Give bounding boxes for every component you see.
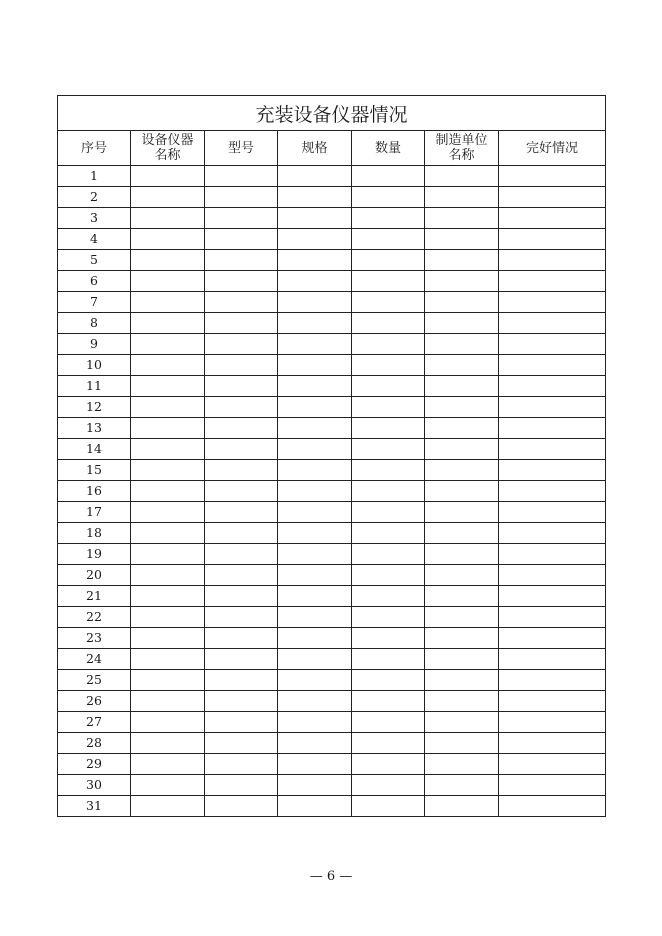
table-cell-empty [352,544,425,565]
table-cell-empty [205,439,278,460]
row-serial-number: 29 [58,754,131,775]
table-cell-empty [131,607,205,628]
table-cell-empty [352,481,425,502]
table-cell-empty [352,439,425,460]
table-cell-empty [425,670,499,691]
table-cell-empty [205,355,278,376]
table-cell-empty [278,628,352,649]
row-serial-number: 12 [58,397,131,418]
table-cell-empty [278,271,352,292]
row-serial-number: 24 [58,649,131,670]
table-cell-empty [131,796,205,817]
table-cell-empty [131,565,205,586]
table-cell-empty [499,376,606,397]
table-cell-empty [499,187,606,208]
table-cell-empty [499,712,606,733]
table-cell-empty [205,691,278,712]
table-cell-empty [352,187,425,208]
table-cell-empty [499,754,606,775]
table-cell-empty [425,607,499,628]
table-header-row [58,131,606,166]
row-serial-number: 7 [58,292,131,313]
equipment-table-sheet [57,95,605,817]
table-cell-empty [425,775,499,796]
table-cell-empty [278,691,352,712]
row-serial-number: 3 [58,208,131,229]
table-cell-empty [205,208,278,229]
table-cell-empty [425,502,499,523]
row-serial-number: 22 [58,607,131,628]
row-serial-number: 14 [58,439,131,460]
table-row [58,775,606,796]
table-cell-empty [131,649,205,670]
row-serial-number: 9 [58,334,131,355]
table-cell-empty [205,565,278,586]
table-cell-empty [278,670,352,691]
table-cell-empty [205,712,278,733]
table-cell-empty [278,187,352,208]
table-cell-empty [131,733,205,754]
table-row [58,649,606,670]
table-cell-empty [352,775,425,796]
table-cell-empty [278,313,352,334]
table-row [58,565,606,586]
table-cell-empty [352,586,425,607]
table-row [58,691,606,712]
table-cell-empty [425,628,499,649]
table-cell-empty [278,754,352,775]
table-row [58,208,606,229]
table-row [58,313,606,334]
table-cell-empty [278,607,352,628]
table-cell-empty [278,502,352,523]
table-cell-empty [425,292,499,313]
table-body [58,166,606,817]
table-cell-empty [278,229,352,250]
table-row [58,586,606,607]
table-cell-empty [499,460,606,481]
table-cell-empty [499,292,606,313]
row-serial-number: 2 [58,187,131,208]
row-serial-number: 6 [58,271,131,292]
table-cell-empty [205,166,278,187]
table-row [58,796,606,817]
equipment-table [57,95,606,817]
table-cell-empty [278,796,352,817]
table-cell-empty [131,229,205,250]
table-cell-empty [499,271,606,292]
table-cell-empty [425,691,499,712]
table-cell-empty [425,376,499,397]
table-cell-empty [425,355,499,376]
table-cell-empty [131,418,205,439]
table-cell-empty [131,376,205,397]
table-cell-empty [205,271,278,292]
table-cell-empty [131,397,205,418]
table-cell-empty [499,313,606,334]
table-cell-empty [278,733,352,754]
table-cell-empty [131,439,205,460]
table-cell-empty [499,796,606,817]
table-cell-empty [425,754,499,775]
table-row [58,397,606,418]
table-cell-empty [205,523,278,544]
table-cell-empty [352,334,425,355]
table-cell-empty [425,439,499,460]
row-serial-number: 23 [58,628,131,649]
table-cell-empty [205,775,278,796]
table-row [58,376,606,397]
row-serial-number: 13 [58,418,131,439]
table-cell-empty [205,334,278,355]
table-cell-empty [131,754,205,775]
table-cell-empty [131,481,205,502]
table-cell-empty [278,586,352,607]
table-cell-empty [278,418,352,439]
table-cell-empty [499,502,606,523]
table-row [58,712,606,733]
table-cell-empty [205,187,278,208]
table-row [58,418,606,439]
table-cell-empty [278,565,352,586]
table-cell-empty [499,355,606,376]
header-quantity: 数量 [352,131,425,166]
table-cell-empty [278,481,352,502]
table-cell-empty [352,796,425,817]
table-cell-empty [425,397,499,418]
row-serial-number: 15 [58,460,131,481]
table-cell-empty [425,418,499,439]
table-cell-empty [352,355,425,376]
table-cell-empty [131,544,205,565]
table-row [58,544,606,565]
table-row [58,187,606,208]
table-cell-empty [131,691,205,712]
table-cell-empty [499,397,606,418]
table-cell-empty [278,523,352,544]
table-cell-empty [352,712,425,733]
table-cell-empty [352,502,425,523]
table-cell-empty [352,229,425,250]
table-cell-empty [205,670,278,691]
table-cell-empty [205,607,278,628]
table-cell-empty [499,334,606,355]
row-serial-number: 17 [58,502,131,523]
table-cell-empty [205,649,278,670]
table-cell-empty [499,439,606,460]
table-cell-empty [205,460,278,481]
table-cell-empty [425,229,499,250]
table-cell-empty [425,523,499,544]
table-title: 充装设备仪器情况 [58,96,606,131]
table-cell-empty [205,292,278,313]
table-row [58,670,606,691]
table-row [58,229,606,250]
table-cell-empty [425,481,499,502]
table-cell-empty [352,733,425,754]
table-cell-empty [278,292,352,313]
table-cell-empty [352,418,425,439]
row-serial-number: 8 [58,313,131,334]
table-cell-empty [425,586,499,607]
table-cell-empty [352,670,425,691]
table-row [58,628,606,649]
header-serial-number: 序号 [58,131,131,166]
table-cell-empty [205,313,278,334]
table-cell-empty [205,733,278,754]
header-condition: 完好情况 [499,131,606,166]
table-cell-empty [499,544,606,565]
row-serial-number: 30 [58,775,131,796]
table-cell-empty [131,208,205,229]
table-row [58,271,606,292]
table-cell-empty [499,481,606,502]
header-manufacturer-name: 制造单位 名称 [425,131,499,166]
table-cell-empty [352,166,425,187]
table-cell-empty [205,628,278,649]
table-cell-empty [278,775,352,796]
row-serial-number: 19 [58,544,131,565]
table-row [58,502,606,523]
table-cell-empty [352,691,425,712]
table-cell-empty [352,460,425,481]
table-row [58,754,606,775]
table-cell-empty [205,754,278,775]
row-serial-number: 1 [58,166,131,187]
table-cell-empty [278,649,352,670]
table-cell-empty [425,733,499,754]
table-row [58,292,606,313]
table-cell-empty [278,208,352,229]
table-row [58,250,606,271]
table-cell-empty [352,292,425,313]
table-cell-empty [131,586,205,607]
table-cell-empty [205,418,278,439]
table-cell-empty [205,544,278,565]
table-cell-empty [499,649,606,670]
table-cell-empty [205,397,278,418]
table-cell-empty [425,187,499,208]
row-serial-number: 31 [58,796,131,817]
table-cell-empty [131,502,205,523]
row-serial-number: 27 [58,712,131,733]
table-cell-empty [352,271,425,292]
table-row [58,460,606,481]
table-cell-empty [278,460,352,481]
table-cell-empty [278,544,352,565]
row-serial-number: 16 [58,481,131,502]
table-cell-empty [131,271,205,292]
table-cell-empty [131,187,205,208]
table-cell-empty [425,334,499,355]
table-cell-empty [131,670,205,691]
table-cell-empty [352,649,425,670]
table-cell-empty [499,586,606,607]
table-cell-empty [352,397,425,418]
table-row [58,607,606,628]
row-serial-number: 26 [58,691,131,712]
table-cell-empty [499,418,606,439]
table-cell-empty [499,208,606,229]
table-cell-empty [499,691,606,712]
table-cell-empty [425,460,499,481]
table-cell-empty [205,376,278,397]
table-cell-empty [278,712,352,733]
table-row [58,355,606,376]
table-cell-empty [131,628,205,649]
table-cell-empty [352,754,425,775]
header-equipment-name: 设备仪器 名称 [131,131,205,166]
page-number: — 6 — [309,869,353,884]
table-cell-empty [425,271,499,292]
table-cell-empty [205,502,278,523]
header-model: 型号 [205,131,278,166]
table-cell-empty [352,607,425,628]
row-serial-number: 5 [58,250,131,271]
table-cell-empty [499,670,606,691]
table-cell-empty [499,250,606,271]
row-serial-number: 4 [58,229,131,250]
table-cell-empty [278,355,352,376]
table-cell-empty [425,544,499,565]
table-cell-empty [425,250,499,271]
table-cell-empty [499,166,606,187]
table-cell-empty [425,649,499,670]
table-cell-empty [278,166,352,187]
table-cell-empty [131,775,205,796]
table-row [58,733,606,754]
row-serial-number: 10 [58,355,131,376]
table-cell-empty [278,439,352,460]
row-serial-number: 25 [58,670,131,691]
table-cell-empty [131,460,205,481]
table-row [58,334,606,355]
table-cell-empty [352,376,425,397]
table-cell-empty [499,523,606,544]
table-cell-empty [352,628,425,649]
table-cell-empty [131,292,205,313]
table-cell-empty [499,229,606,250]
table-cell-empty [131,355,205,376]
table-cell-empty [131,313,205,334]
table-cell-empty [425,313,499,334]
table-cell-empty [352,208,425,229]
table-cell-empty [425,208,499,229]
table-cell-empty [131,250,205,271]
table-cell-empty [352,250,425,271]
table-cell-empty [278,250,352,271]
row-serial-number: 11 [58,376,131,397]
table-cell-empty [278,397,352,418]
table-cell-empty [499,565,606,586]
table-row [58,481,606,502]
table-cell-empty [499,607,606,628]
table-cell-empty [278,334,352,355]
table-cell-empty [352,313,425,334]
table-row [58,166,606,187]
table-cell-empty [205,481,278,502]
row-serial-number: 21 [58,586,131,607]
table-cell-empty [352,565,425,586]
table-row [58,523,606,544]
table-cell-empty [131,166,205,187]
table-cell-empty [131,712,205,733]
table-cell-empty [499,628,606,649]
table-cell-empty [352,523,425,544]
table-cell-empty [131,523,205,544]
row-serial-number: 20 [58,565,131,586]
table-cell-empty [278,376,352,397]
header-specification: 规格 [278,131,352,166]
row-serial-number: 28 [58,733,131,754]
row-serial-number: 18 [58,523,131,544]
table-cell-empty [205,586,278,607]
table-cell-empty [205,229,278,250]
table-cell-empty [499,775,606,796]
table-cell-empty [425,565,499,586]
table-cell-empty [425,166,499,187]
table-cell-empty [425,712,499,733]
table-cell-empty [205,250,278,271]
table-cell-empty [205,796,278,817]
table-cell-empty [425,796,499,817]
table-row [58,439,606,460]
table-cell-empty [131,334,205,355]
table-cell-empty [499,733,606,754]
